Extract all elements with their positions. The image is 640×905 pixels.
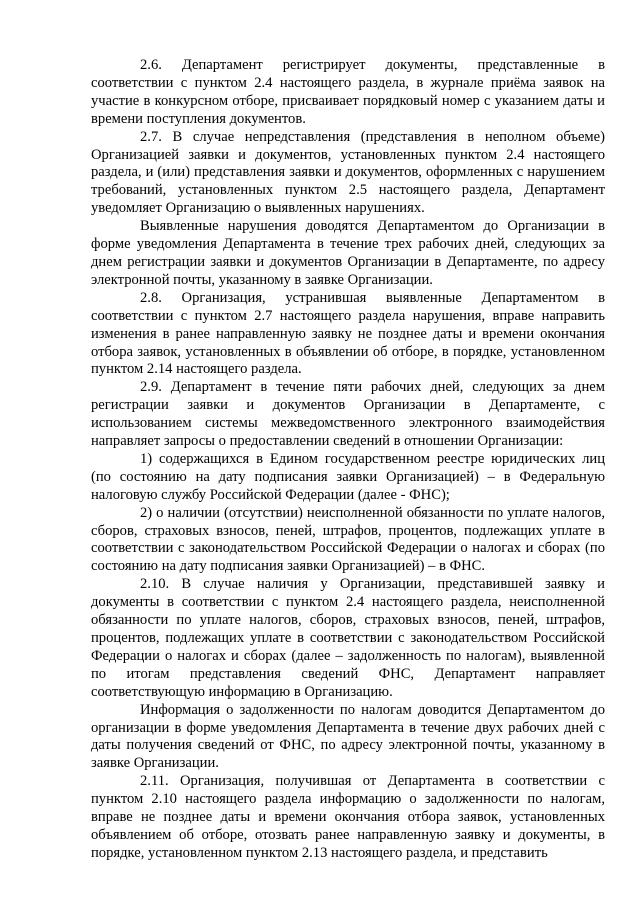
paragraph-2-7-notice: Выявленные нарушения доводятся Департаментом до Организации в форме уведомления Департамента в течение трех рабочих дней, следующих за днем регистрации заявки и документов Организации в Департаменте, по адресу электронной почты, указанному в заявке Организации. xyxy=(91,218,605,288)
paragraph-2-10-notice: Информация о задолженности по налогам доводится Департаментом до организации в форме уведомления Департамента в течение двух рабочих дней с даты получения сведений от ФНС, по адресу электронной почты, указанному в заявке Организации. xyxy=(91,701,605,772)
paragraph-2-9-item-2: 2) о наличии (отсутствии) неисполненной обязанности по уплате налогов, сборов, страховых взносов, пеней, штрафов, процентов, подлежащих уплате в соответствии с законодательством Российской Федерации о налогах и сборах (по состоянию на дату подписания заявки Организацией) – в ФНС. xyxy=(91,504,605,575)
document-page xyxy=(91,57,605,863)
paragraph-2-11: 2.11. Организация, получившая от Департамента в соответствии с пунктом 2.10 настоящего раздела информацию о задолженности по налогам, вправе не позднее даты и времени окончания отбора заявок, установленных объявлением об отборе, отозвать ранее направленную заявку и документы, в порядке, установленном пунктом 2.13 настоящего раздела, и представить xyxy=(91,773,605,861)
paragraph-2-9-item-1: 1) содержащихся в Едином государственном реестре юридических лиц (по состоянию на дату подписания заявки Организацией) – в Федеральную налоговую службу Российской Федерации (далее - ФНС); xyxy=(91,450,605,503)
paragraph-2-8: 2.8. Организация, устранившая выявленные Департаментом в соответствии с пунктом 2.7 настоящего раздела нарушения, вправе направить изменения в ранее направленную заявку не позднее даты и времени окончания отбора заявок, установленных в объявлении об отборе, в порядке, установленном пунктом 2.14 настоящего раздела. xyxy=(91,289,605,378)
paragraph-2-9: 2.9. Департамент в течение пяти рабочих дней, следующих за днем регистрации заявки и документов Организации в Департаменте, с использованием системы межведомственного электронного взаимодействия направляет запросы о предоставлении сведений в отношении Организации: xyxy=(91,379,605,450)
paragraph-2-10: 2.10. В случае наличия у Организации, представившей заявку и документы в соответствии с пунктом 2.4 настоящего раздела, неисполненной обязанности по уплате налогов, сборов, страховых взносов, пеней, штрафов, процентов, подлежащих уплате в соответствии с законодательством Российской Федерации о налогах и сборах (далее – задолженность по налогам), выявленной по итогам представления сведений ФНС, Департамент направляет соответствующую информацию в Организацию. xyxy=(91,576,605,700)
paragraph-2-7: 2.7. В случае непредставления (представления в неполном объеме) Организацией заявки и документов, установленных пунктом 2.4 настоящего раздела, и (или) представления заявки и документов, оформленных с нарушением требований, установленных пунктом 2.5 настоящего раздела, Департамент уведомляет Организацию о выявленных нарушениях. xyxy=(91,128,605,217)
paragraph-2-6: 2.6. Департамент регистрирует документы, представленные в соответствии с пунктом 2.4 настоящего раздела, в журнале приёма заявок на участие в конкурсном отборе, присваивает порядковый номер с указанием даты и времени поступления документов. xyxy=(91,57,605,127)
